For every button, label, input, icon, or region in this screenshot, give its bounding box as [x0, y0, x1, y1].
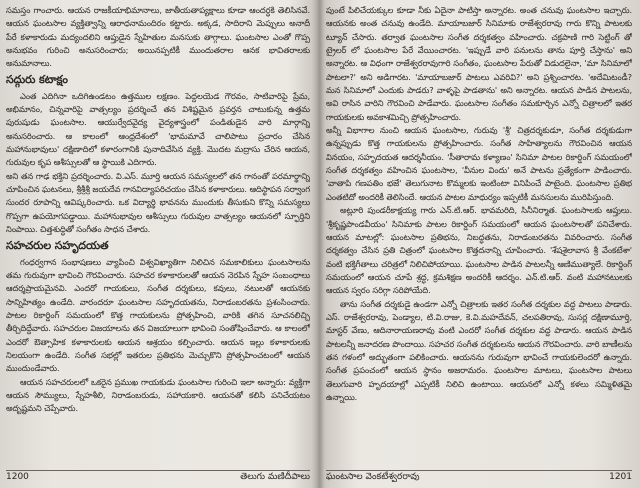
right-page-body: [326, 4, 632, 468]
section-heading-peers: సహచరుల సహృదయత: [6, 238, 109, 252]
section-heading-guru: సద్గురు కటాక్షం: [6, 72, 68, 86]
left-paragraph-1: సమస్తం గాంచారు. ఆయన రాజకీయాభిమానాలు, జాతీయతాప్యక్షాలు కూడా ఆందర్ధకి తెలిసినవే. ఆయన ఘంటసాల వ్యక్తిత్వాన్ని ఆరాధనామందిరం కట్టారు. అక్కడ, సాదిరాని మెప్పులు అనాదీ పేరే కళాకారుడు మద్యందలిని ఆప్తుడైన స్నేహితుల మనసుకు తాగ్గాలు. ఘంటసాల ఎంతో గొప్ప అనుభవం గురించి అనుసరించారు; అయినప్పటికీ ముందుతరాల ఆనక భావితరాలకు అనుమానాలు.: [6, 5, 310, 69]
right-paragraph-3: అట్లూరి పుండరీకాక్షయ్య గారు ఎన్.టి.ఆర్. భావమరిది, సినీనిర్మాత. ఘంటసాలకు ఆప్తులు. 'శ్రీకృష్ణపాండవీయం' సినిమాకు పాటల రికార్డింగ్ సమయంలో ఆయన ఘంటసాలతో పనిచేశారు. ఆయన మాటల్లో: ఘంటసాల ప్రతిభను, నిబద్ధతను, నిరాడంబరతను వివరించారు. సంగీత దర్శకత్వం చేసిన ప్రతి చిత్రంలో ఘంటసాల కొత్తదనాన్ని చూపించారు. 'శేషశైలావాస శ్రీ వేంకటేశా' వంటి భక్తిగీతాలు చరిత్రలో నిలిచిపోయాయి. ఘంటసాల పాడిన పాటలన్నీ ఆణిముత్యాలే. రికార్డింగ్ సమయంలో ఆయన చూపే శ్రద్ధ, క్రమశిక్షణ అందరికీ ఆదర్శం. ఎన్.టి.ఆర్. వంటి మహానటులకు ఆయన స్వరం సరిగ్గా సరిపోయేది.: [326, 205, 632, 296]
book-gutter: [312, 0, 326, 488]
right-paragraph-4: తాను సంగీత దర్శకుడై ఉండగా ఎన్నో చిత్రాలకు ఇతర సంగీత దర్శకుల వద్ద పాటలు పాడారు. ఎస్. రాజేశ్వరరావు, పెండ్యాల, టి.వి.రాజు, కె.వి.మహదేవన్, చలపతిరావు, సుసర్ల దక్షిణామూర్తి, మాస్టర్ వేణు, ఆదినారాయణరావు వంటి ఎందరో సంగీత దర్శకుల వద్ద పాడారు. ఆయన పాడిన పాటలన్నీ జనాదరణ పొందాయి. సహచర సంగీత దర్శకులను ఆయన గౌరవించారు. వారి బాణీలను తన గళంలో అద్భుతంగా పలికించారు. ఆయనను గురువుగా భావించే గాయకులెందరో ఉన్నారు. సంగీత ప్రపంచంలో ఆయన స్థానం అజరామరం. ఘంటసాల మాటలు, ఘంటసాల పాటలు తెలుగువారి హృదయాల్లో ఎప్పటికీ నిలిచి ఉంటాయి. ఆయనలో ఎన్నో కళలు సమ్మిళితమై ఉన్నాయి.: [326, 298, 632, 402]
left-page-footer: [6, 470, 310, 484]
right-paragraph-2: అన్నీ విభాగాల నుంచి ఆయన ఘంటసాల, గురువు 'శ్రీ' చిత్రదర్శకుడూ, సంగీత దర్శకుడుగా ఉన్నప్పుడు కొత్త గాయకులను ప్రోత్సహించారు. సంగీత సాహిత్యాలను గౌరవించిన ఆయన వినయం, సహృదయత ఆదర్శనీయం. 'సీతారామ కళ్యాణం' సినిమా పాటల రికార్డింగ్ సమయంలో సంగీత దర్శకత్వం వహించిన ఘంటసాల, 'వీనుల విందు' అనే పాటను ప్రత్యేకంగా పాడించారు. 'వాతాపి గణపతిం భజే' తెలుగునాట కొమ్మలకు ఇంటింటా వినిపించే పాటైంది. ఘంటసాల ప్రతిభ ఎంతటిదో అందరికీ తెలిసిందే. ఆయన పాటల మాధుర్యం ఇప్పటికీ మనసులను మురిపిస్తుంది.: [326, 125, 632, 202]
right-page-number: 1201: [609, 472, 632, 482]
right-page: [326, 4, 632, 484]
right-page-footer: [326, 470, 632, 484]
left-page-body: [6, 4, 310, 468]
left-running-title: తెలుగు మణిదీపాలు: [240, 472, 310, 482]
left-page: [6, 4, 310, 484]
left-paragraph-3: అని తన గాఢ భక్తిని ప్రదర్శించారు. వి.ఎస్. మూర్తి ఆయన సమస్యలలో తన గానంతో పరమార్థాన్ని చూపించిన ఘటనలు, శ్రీశ్రీశ్రీ జయదేవ గానవిద్యాపరిచయం చేసిన కళాకారులు. ఆదిస్థాపన సర్వాంగ సుందర రూపాన్ని ఆవిష్కరించారు. ఒక విద్యార్థి భావనను ముందుకు తీసుకుని కొన్ని సమస్యలు గొప్పగా ఉపయోగపడ్డాయి. మహానుభావుల ఆశీస్సులు గురువుల వాత్సల్యం ఆయనలో స్ఫూర్తిని నింపాయి. చిత్తశుద్ధితో సంగీతం సాధన చేశారు.: [6, 170, 310, 235]
right-running-title: ఘంటసాల వెంకటేశ్వరరావు: [326, 472, 420, 482]
left-paragraph-2: ఎంత ఎదిగినా ఒదిగిఉండటం ఉత్తముల లక్షణం. పెద్దలయెడ గౌరవం, సాటివారిపై ప్రేమ, అభిమానం, చిన్నవారిపై వాత్సల్యం ప్రదర్శించే తన విశిష్టమైన ప్రవర్తన చాటుకున్న ఉత్తమ పురుషుడు ఘంటసాల. ఆయుర్వేదవైద్య వైద్యశాస్త్రంలో పండితుడైన వారి మార్గాన్ని అనుసరించారు. ఆ కాలంలో ఆంధ్రదేశంలో 'భామమావే చాలిపాటు ప్రచారం చేసిన మహానుభావులు' దక్షిణాదిలో కళారంగానికి పునాదివేసిన వ్యక్తి. మొదట మద్రాసు చేరిన ఆయన, గురువుల కృప ఆశీస్సులతో ఆ స్థాయికి ఎదిగారు.: [6, 90, 310, 168]
left-paragraph-4: గంధర్వగాన సంభాషణలు వ్యాపించి విశ్వవిఖ్యాతిగా నిలిచిన సమకాలికులు ఘంటసాలను తమ గురువుగా భావించి గౌరవించారు. సహచర కళాకారులతో ఆయన నెరపిన స్నేహ సంబంధాలు ఆదర్శప్రాయమైనవి. ఎందరో గాయకులు, సంగీత దర్శకులు, కవులు, నటులతో ఆయనకు సాన్నిహిత్యం ఉండేది. వారందరూ ఘంటసాల సహృదయతను, నిరాడంబరతను ప్రశంసించారు. పాటల రికార్డింగ్ సమయంలో కొత్త గాయకులను ప్రోత్సహించి, వారికి తగిన సూచనలిచ్చి తీర్చిదిద్దేవారు. సహచరుల విజయాలను తన విజయాలుగా భావించి సంతోషించేవారు. ఆ కాలంలో ఎందరో ఔత్సాహిక కళాకారులకు ఆయన ఆశ్రయం కల్పించారు. ఆయన ఇల్లు కళాకారులకు నిలయంగా ఉండేది. సంగీత సభల్లో ఇతరుల ప్రతిభను మెచ్చుకొని ప్రోత్సహించటంలో ఆయన ముందుండేవారు.: [6, 256, 310, 374]
left-page-number: 1200: [6, 472, 29, 482]
left-paragraph-5: ఆయన సహచరులలో ఒకరైన ప్రముఖ గాయకుడు ఘంటసాల గురించి ఇలా అన్నారు: వ్యక్తిగా ఆయన సౌమ్యులు, స్నేహశీలి, నిరాడంబరుడు, సహాయకారి. ఆయనతో కలిసి పనిచేయటం అదృష్టమని చెప్పేవారు.: [6, 376, 310, 414]
right-paragraph-1: పుంటే పిలిచేయక్కుల కూడా నీకు ఏదైనా పాటిస్తా అన్నారట. అంత చనువు ఘంటసాల ఇచ్చారు. ఆయనకు అంత చనువు ఉండేది. మాయాబజార్ సినిమాకు రాజేశ్వరరావు గారు కొన్ని పాటలకు ట్యూన్ చేసారు. తర్వాత ఘంటసాల సంగీత దర్శకత్వం వహించారు. చక్రపాణి గారి సెట్టింగ్ తో ట్రైలర్ లో ఘంటసాల పేరే వేయించారట. 'ఇప్పుడే వారి పనులను తాను పూర్తి చేస్తాను' అని అన్నారట. ఆ విధంగా రాజేశ్వరరావుగారి సంగీతం, ఘంటసాల పేరుతో విడుదలైనా, 'మా సినిమాలో పాటలా?' అని అడిగారట. 'మాయాబజార్ పాటలు ఎవరివి?' అని ప్రశ్నించారట. 'అదేమిటండీ? మన సినిమాలో ఎందుకు పాడరు? వాళ్ళపై పాడతాను' అని అన్నారట. ఆయన పాడిన పాటలను, అవి రాసిన వారిని గౌరవించి పాడేవారు. ఘంటసాల సంగీతం సమకూర్చిన ఎన్నో చిత్రాలలో ఇతర గాయకులకు అవకాశమిచ్చి ప్రోత్సహించారు.: [326, 5, 632, 122]
